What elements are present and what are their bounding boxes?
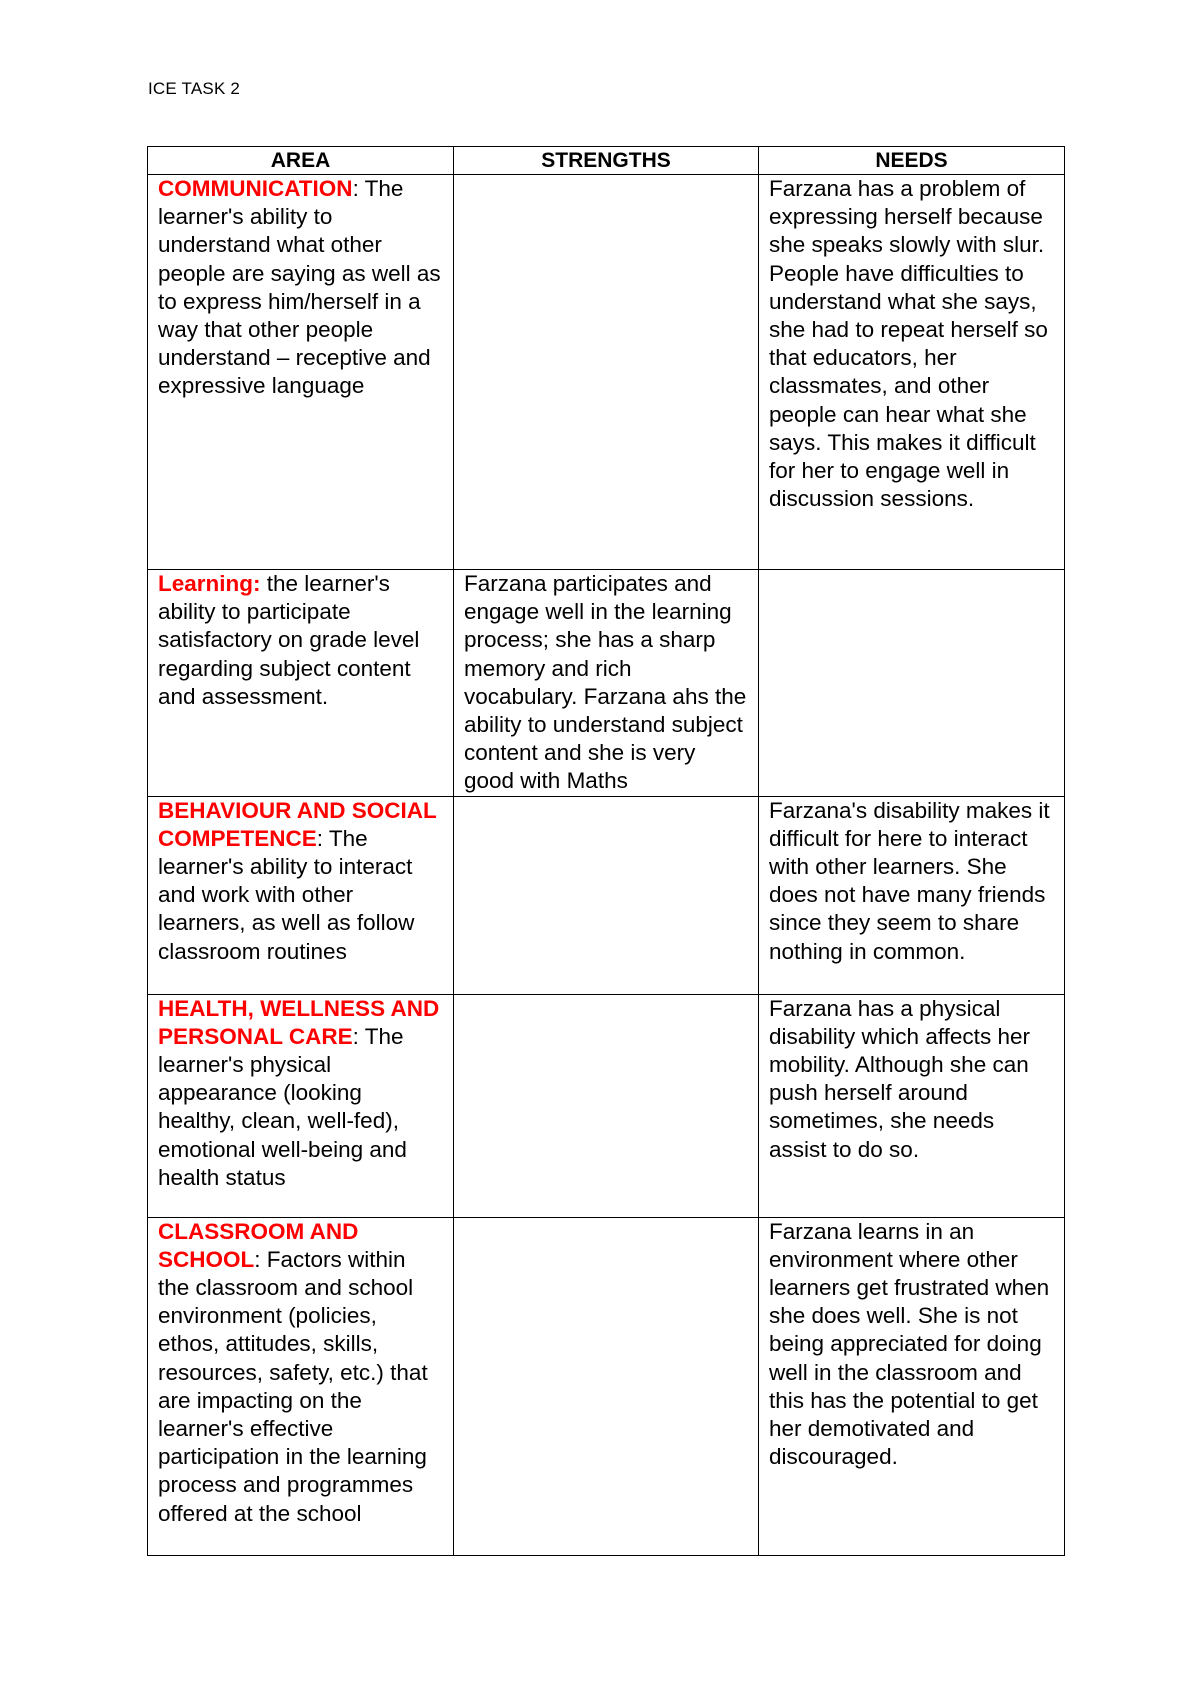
area-heading: Learning: [158, 571, 261, 596]
document-title: ICE TASK 2 [148, 79, 241, 98]
needs-cell [759, 570, 1065, 797]
table-row-classroom [148, 1217, 1065, 1555]
area-heading: HEALTH, WELLNESS AND PERSONAL CARE [158, 995, 440, 1049]
area-heading: CLASSROOM AND SCHOOL [158, 1218, 359, 1272]
area-cell [148, 175, 454, 570]
strengths-cell [454, 175, 759, 570]
header-strengths: STRENGTHS [454, 147, 759, 175]
table-row-behaviour [148, 796, 1065, 994]
strengths-cell [454, 994, 759, 1217]
header-area: AREA [148, 147, 454, 175]
header-needs: NEEDS [759, 147, 1065, 175]
table-header-row [148, 147, 1065, 175]
needs-cell: Farzana has a problem of expressing herself because she speaks slowly with slur. People have difficulties to understand what she says, she had to repeat herself so that educators, her classmates, and other people can hear what she says. This makes it difficult for her to engage well in discussion sessions. [759, 175, 1065, 570]
table-row-learning [148, 570, 1065, 797]
area-description: : The learner's ability to understand what other people are saying as well as to express him/herself in a way that other people understand – receptive and expressive language [158, 176, 441, 399]
strengths-cell: Farzana participates and engage well in the learning process; she has a sharp memory and rich vocabulary. Farzana ahs the ability to understand subject content and she is very good with Maths [454, 570, 759, 797]
area-cell [148, 570, 454, 797]
strengths-cell [454, 1217, 759, 1555]
needs-cell: Farzana's disability makes it difficult for here to interact with other learners. She does not have many friends since they seem to share nothing in common. [759, 796, 1065, 994]
area-heading: BEHAVIOUR AND SOCIAL COMPETENCE [158, 797, 437, 851]
area-cell [148, 796, 454, 994]
area-description: : Factors within the classroom and school environment (policies, ethos, attitudes, skills, resources, safety, etc.) that are impacting on the learner's effective participation in the learning process and programmes offered at the school [158, 1246, 428, 1526]
table-row-health [148, 994, 1065, 1217]
needs-cell: Farzana has a physical disability which affects her mobility. Although she can push herself around sometimes, she needs assist to do so. [759, 994, 1065, 1217]
area-heading: COMMUNICATION [158, 176, 353, 201]
area-cell [148, 1217, 454, 1555]
assessment-table [147, 146, 1065, 1556]
needs-cell: Farzana learns in an environment where other learners get frustrated when she does well. She is not being appreciated for doing well in the classroom and this has the potential to get her demotivated and discouraged. [759, 1217, 1065, 1555]
table-row-communication [148, 175, 1065, 570]
area-description: : The learner's ability to interact and work with other learners, as well as follow classroom routines [158, 825, 415, 964]
area-description: : The learner's physical appearance (looking healthy, clean, well-fed), emotional well-being and health status [158, 1023, 407, 1190]
area-cell [148, 994, 454, 1217]
strengths-cell [454, 796, 759, 994]
area-description: the learner's ability to participate satisfactory on grade level regarding subject content and assessment. [158, 571, 420, 709]
